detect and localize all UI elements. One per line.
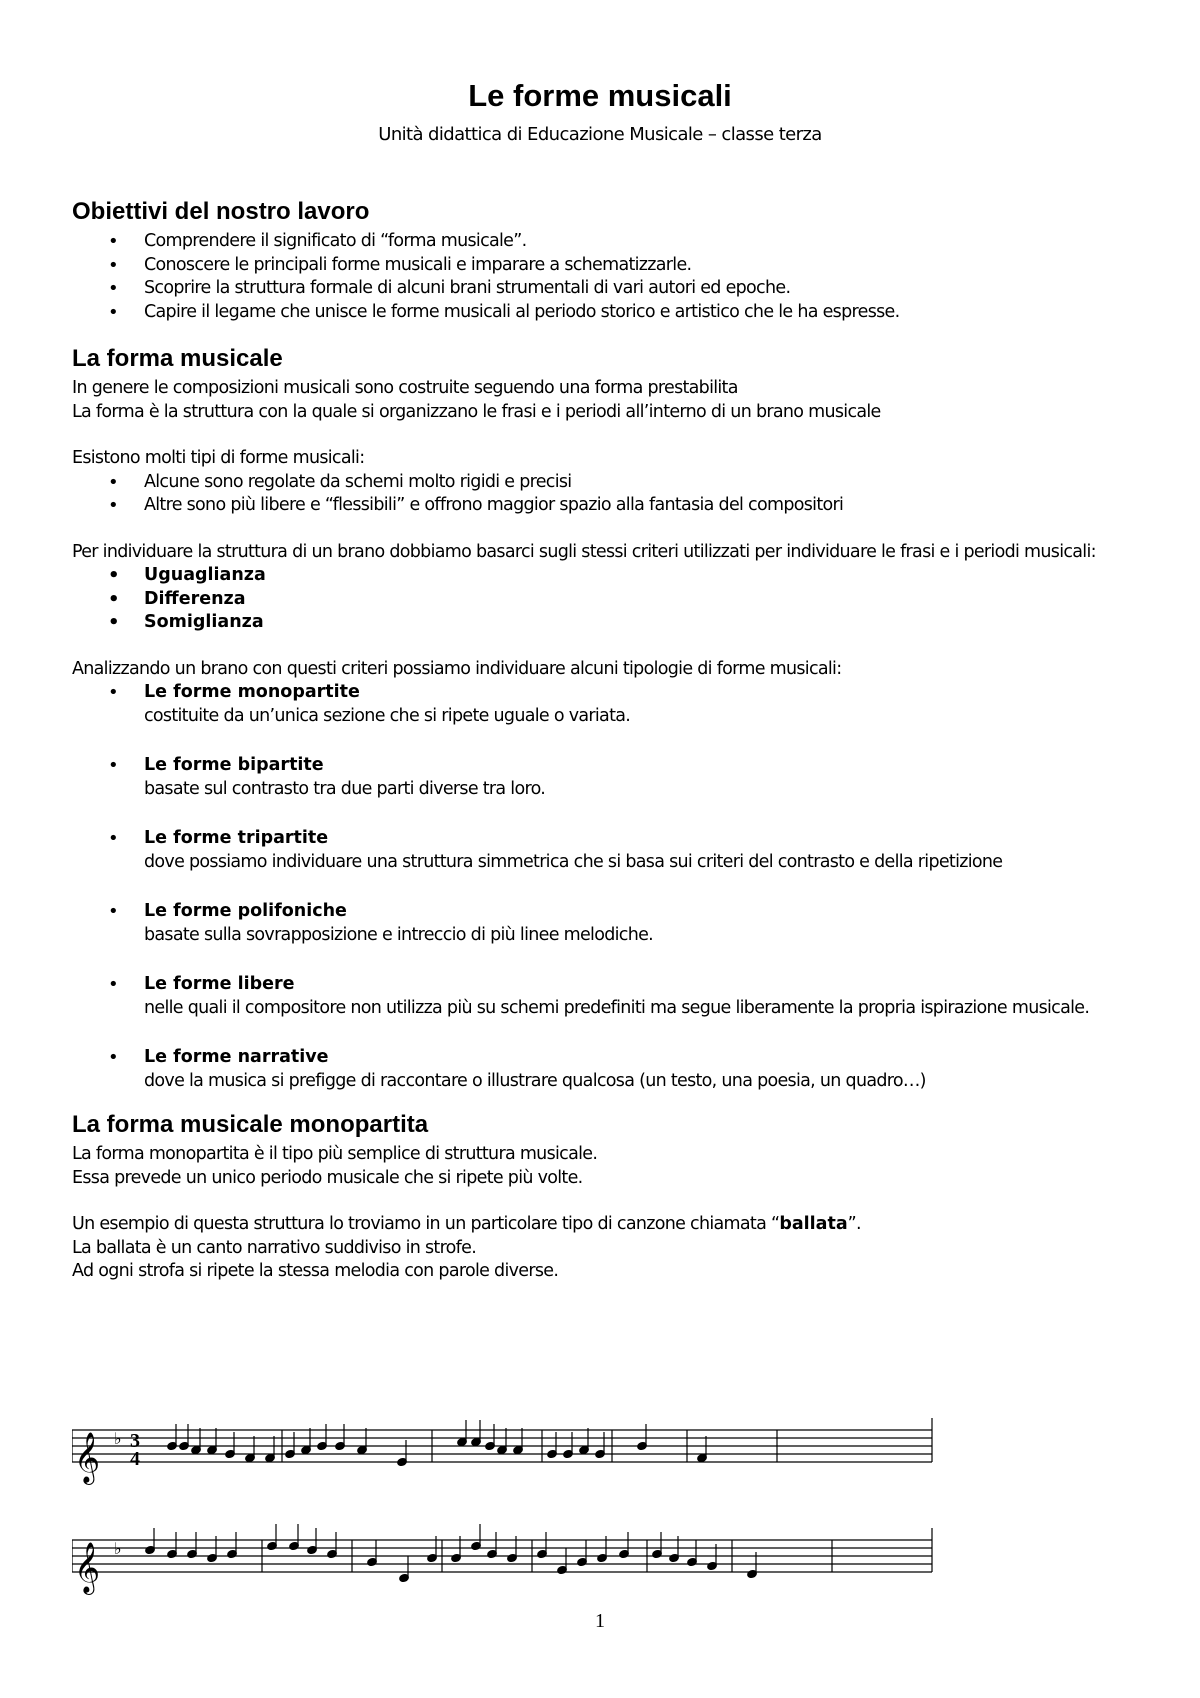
objectives-heading: Obiettivi del nostro lavoro <box>72 198 370 225</box>
paragraph: Analizzando un brano con questi criteri possiamo individuare alcuni tipologie di forme musicali: <box>72 658 842 679</box>
form-description: basate sul contrasto tra due parti diverse tra loro. <box>144 778 546 799</box>
paragraph: In genere le composizioni musicali sono costruite seguendo una forma prestabilita <box>72 378 738 398</box>
form-name: • Le forme bipartite <box>144 755 324 775</box>
list-item: • Scoprire la struttura formale di alcuni brani strumentali di vari autori ed epoche. <box>144 277 1142 301</box>
types-list <box>72 471 1142 518</box>
example-text-post: ”. <box>847 1214 861 1234</box>
list-item: • Differenza <box>144 588 1142 612</box>
form-name: • Le forme narrative <box>144 1047 329 1067</box>
paragraph: Esistono molti tipi di forme musicali: <box>72 448 365 468</box>
paragraph: Essa prevede un unico periodo musicale che si ripete più volte. <box>72 1167 583 1188</box>
forms-list <box>72 681 1142 1093</box>
form-description: dove la musica si prefigge di raccontare o illustrare qualcosa (un testo, una poesia, un quadro…) <box>144 1070 926 1091</box>
list-item: • Uguaglianza <box>144 564 1142 588</box>
treble-clef-icon: 𝄞 <box>74 1432 101 1483</box>
list-item <box>144 900 1142 947</box>
page-subtitle: Unità didattica di Educazione Musicale – classe terza <box>378 124 822 145</box>
list-item: • Altre sono più libere e “flessibili” e offrono maggior spazio alla fantasia del compositori <box>144 494 1142 518</box>
form-description: dove possiamo individuare una struttura simmetrica che si basa sui criteri del contrasto e della ripetizione <box>144 851 1003 872</box>
page-title: Le forme musicali <box>468 78 732 113</box>
paragraph: La forma monopartita è il tipo più semplice di struttura musicale. <box>72 1144 598 1164</box>
list-item: • Capire il legame che unisce le forme musicali al periodo storico e artistico che le ha espresse. <box>144 301 1142 325</box>
example-text-pre: Un esempio di questa struttura lo troviamo in un particolare tipo di canzone chiamata “ <box>72 1214 780 1234</box>
list-item <box>144 754 1142 801</box>
treble-clef-icon: 𝄞 <box>74 1542 101 1593</box>
forma-musicale-heading: La forma musicale <box>72 345 283 372</box>
list-item <box>144 681 1142 728</box>
music-score <box>72 1410 942 1600</box>
form-description: nelle quali il compositore non utilizza più su schemi predefiniti ma segue liberamente la propria ispirazione musicale. <box>144 997 1090 1018</box>
list-item: • Somiglianza <box>144 611 1142 635</box>
objectives-list <box>72 230 1142 324</box>
page-number: 1 <box>595 1610 605 1632</box>
form-name: • Le forme tripartite <box>144 828 329 848</box>
form-name: • Le forme polifoniche <box>144 901 347 921</box>
paragraph <box>72 1213 1142 1237</box>
flat-icon: ♭ <box>114 1429 122 1448</box>
paragraph: Ad ogni strofa si ripete la stessa melodia con parole diverse. <box>72 1261 559 1281</box>
list-item: • Conoscere le principali forme musicali e imparare a schematizzarle. <box>144 254 1142 278</box>
paragraph: La forma è la struttura con la quale si organizzano le frasi e i periodi all’interno di un brano musicale <box>72 401 881 422</box>
ballata-term: ballata <box>779 1214 848 1234</box>
monopartita-heading: La forma musicale monopartita <box>72 1111 429 1138</box>
form-name: • Le forme monopartite <box>144 682 360 702</box>
main-content <box>72 196 1142 1284</box>
flat-icon: ♭ <box>114 1539 122 1558</box>
time-signature-bottom: 4 <box>130 1448 140 1470</box>
list-item <box>144 1046 1142 1093</box>
list-item <box>144 827 1142 874</box>
time-signature-top: 3 <box>130 1430 140 1452</box>
form-description: costituite da un’unica sezione che si ripete uguale o variata. <box>144 705 631 726</box>
paragraph: Per individuare la struttura di un brano dobbiamo basarci sugli stessi criteri utilizzati per individuare le frasi e i periodi musicali: <box>72 541 1096 562</box>
paragraph: La ballata è un canto narrativo suddiviso in strofe. <box>72 1237 477 1258</box>
criteria-list <box>72 564 1142 635</box>
list-item: • Comprendere il significato di “forma musicale”. <box>144 230 1142 254</box>
form-name: • Le forme libere <box>144 974 295 994</box>
list-item: • Alcune sono regolate da schemi molto rigidi e precisi <box>144 471 1142 495</box>
form-description: basate sulla sovrapposizione e intreccio di più linee melodiche. <box>144 924 654 945</box>
list-item <box>144 973 1142 1020</box>
